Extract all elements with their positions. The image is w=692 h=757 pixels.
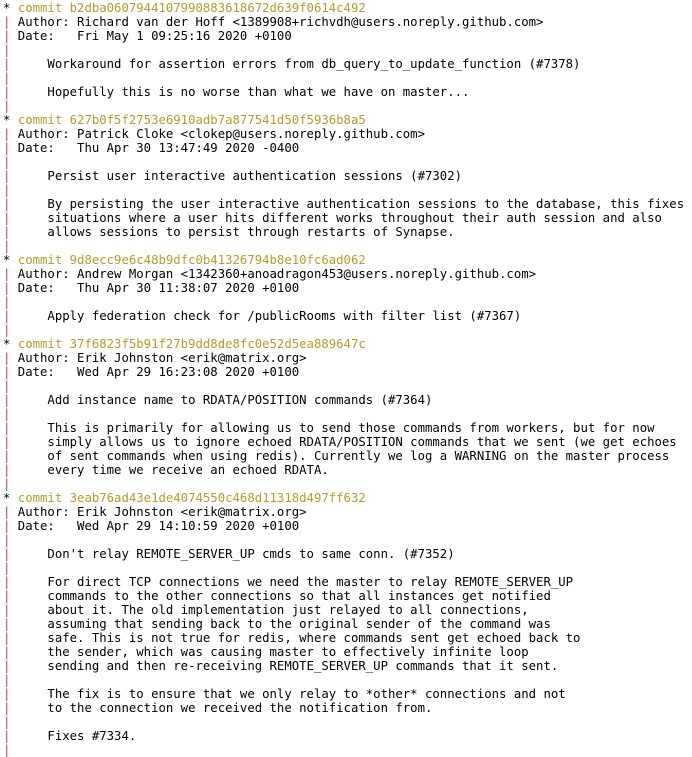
- graph-pipe: |: [3, 379, 11, 393]
- graph-pipe: |: [3, 211, 11, 225]
- author-line: Author: Erik Johnston <erik@matrix.org>: [10, 351, 307, 365]
- commit-message-line: to the connection we received the notification from.: [10, 701, 433, 715]
- commit-message-line: This is primarily for allowing us to send those commands from workers, but for now: [10, 421, 655, 435]
- log-line: [3, 85, 692, 99]
- graph-pipe: |: [3, 309, 11, 323]
- log-line: [3, 393, 692, 407]
- graph-pipe: |: [3, 225, 11, 239]
- log-line: [3, 407, 692, 421]
- graph-pipe: |: [3, 127, 11, 141]
- graph-pipe: |: [3, 323, 11, 337]
- commit-message-line: situations where a user hits different works throughout their auth session and also: [10, 211, 662, 225]
- log-line: [3, 617, 692, 631]
- log-line: [3, 743, 692, 757]
- graph-pipe: |: [3, 645, 11, 659]
- graph-pipe: |: [3, 659, 11, 673]
- commit-message-line: Fixes #7334.: [10, 729, 137, 743]
- commit-message-line: Apply federation check for /publicRooms with filter list (#7367): [10, 309, 522, 323]
- log-line: [3, 1, 692, 15]
- graph-pipe: |: [3, 519, 11, 533]
- log-line: [3, 505, 692, 519]
- graph-pipe: |: [3, 421, 11, 435]
- author-line: Author: Richard van der Hoff <1389908+richvdh@users.noreply.github.com>: [10, 15, 544, 29]
- commit-message-line: Don't relay REMOTE_SERVER_UP cmds to same conn. (#7352): [10, 547, 455, 561]
- graph-pipe: |: [3, 617, 11, 631]
- graph-pipe: |: [3, 57, 11, 71]
- commit-message-line: Add instance name to RDATA/POSITION commands (#7364): [10, 393, 433, 407]
- log-line: [3, 295, 692, 309]
- commit-message-line: simply allows us to ignore echoed RDATA/POSITION commands that we sent (we get echoes: [10, 435, 677, 449]
- graph-pipe: |: [3, 463, 11, 477]
- graph-pipe: |: [3, 673, 11, 687]
- log-line: [3, 533, 692, 547]
- graph-pipe: |: [3, 687, 11, 701]
- commit-message-line: assuming that sending back to the original sender of the command was: [10, 617, 551, 631]
- commit-node-marker: *: [3, 253, 18, 267]
- log-line: [3, 253, 692, 267]
- log-line: [3, 421, 692, 435]
- commit-message-line: For direct TCP connections we need the master to relay REMOTE_SERVER_UP: [10, 575, 574, 589]
- commit-message-line: of sent commands when using redis). Currently we log a WARNING on the master process: [10, 449, 670, 463]
- graph-pipe: |: [3, 267, 11, 281]
- author-line: Author: Erik Johnston <erik@matrix.org>: [10, 505, 307, 519]
- commit-hash: commit b2dba0607944107990883618672d639f0614c492: [17, 1, 366, 15]
- log-line: [3, 169, 692, 183]
- commit-node-marker: *: [3, 113, 18, 127]
- commit-message-line: The fix is to ensure that we only relay to *other* connections and not: [10, 687, 566, 701]
- graph-pipe: |: [3, 589, 11, 603]
- graph-pipe: |: [3, 505, 11, 519]
- commit-message-line: Hopefully this is no worse than what we have on master...: [10, 85, 470, 99]
- commit-message-line: commands to the other connections so that all instances get notified: [10, 589, 551, 603]
- log-line: [3, 673, 692, 687]
- log-line: [3, 309, 692, 323]
- graph-pipe: |: [3, 561, 11, 575]
- log-line: [3, 225, 692, 239]
- log-line: [3, 141, 692, 155]
- graph-pipe: |: [3, 729, 11, 743]
- log-line: [3, 701, 692, 715]
- graph-pipe: |: [3, 197, 11, 211]
- log-line: [3, 365, 692, 379]
- log-line: [3, 491, 692, 505]
- commit-message-line: about it. The old implementation just relayed to all connections,: [10, 603, 529, 617]
- graph-pipe: |: [3, 169, 11, 183]
- log-line: [3, 43, 692, 57]
- log-line: [3, 183, 692, 197]
- graph-pipe: |: [3, 701, 11, 715]
- log-line: [3, 127, 692, 141]
- log-line: [3, 547, 692, 561]
- commit-message-line: sending and then re-receiving REMOTE_SERVER_UP commands that it sent.: [10, 659, 559, 673]
- log-line: [3, 351, 692, 365]
- log-line: [3, 71, 692, 85]
- log-line: [3, 281, 692, 295]
- log-line: [3, 323, 692, 337]
- commit-hash: commit 37f6823f5b91f27b9dd8de8fc0e52d5ea889647c: [17, 337, 366, 351]
- commit-hash: commit 9d8ecc9e6c48b9dfc0b41326794b8e10fc6ad062: [17, 253, 366, 267]
- graph-pipe: |: [3, 603, 11, 617]
- graph-pipe: |: [3, 449, 11, 463]
- commit-message-line: the sender, which was causing master to effectively infinite loop: [10, 645, 529, 659]
- log-line: [3, 687, 692, 701]
- log-line: [3, 603, 692, 617]
- graph-pipe: |: [3, 239, 11, 253]
- graph-pipe: |: [3, 533, 11, 547]
- graph-pipe: |: [3, 15, 11, 29]
- graph-pipe: |: [3, 43, 11, 57]
- graph-pipe: |: [3, 393, 11, 407]
- log-line: [3, 645, 692, 659]
- log-line: [3, 561, 692, 575]
- log-line: [3, 463, 692, 477]
- log-line: [3, 519, 692, 533]
- log-line: [3, 337, 692, 351]
- log-line: [3, 477, 692, 491]
- commit-node-marker: *: [3, 491, 18, 505]
- log-line: [3, 715, 692, 729]
- graph-pipe: |: [3, 407, 11, 421]
- log-line: [3, 211, 692, 225]
- date-line: Date: Thu Apr 30 11:38:07 2020 +0100: [10, 281, 300, 295]
- graph-pipe: |: [3, 715, 11, 729]
- graph-pipe: |: [3, 631, 11, 645]
- graph-pipe: |: [3, 295, 11, 309]
- log-line: [3, 631, 692, 645]
- author-line: Author: Andrew Morgan <1342360+anoadragon453@users.noreply.github.com>: [10, 267, 537, 281]
- commit-node-marker: *: [3, 1, 18, 15]
- graph-pipe: |: [3, 141, 11, 155]
- graph-pipe: |: [3, 183, 11, 197]
- log-line: [3, 435, 692, 449]
- graph-pipe: |: [3, 435, 11, 449]
- commit-hash: commit 3eab76ad43e1de4074550c468d11318d497ff632: [17, 491, 366, 505]
- commit-message-line: safe. This is not true for redis, where commands sent get echoed back to: [10, 631, 581, 645]
- graph-pipe: |: [3, 365, 11, 379]
- commit-message-line: Workaround for assertion errors from db_query_to_update_function (#7378): [10, 57, 581, 71]
- date-line: Date: Thu Apr 30 13:47:49 2020 -0400: [10, 141, 300, 155]
- log-line: [3, 267, 692, 281]
- log-line: [3, 99, 692, 113]
- date-line: Date: Wed Apr 29 16:23:08 2020 +0100: [10, 365, 300, 379]
- graph-pipe: |: [3, 575, 11, 589]
- date-line: Date: Wed Apr 29 14:10:59 2020 +0100: [10, 519, 300, 533]
- graph-pipe: |: [3, 547, 11, 561]
- commit-message-line: allows sessions to persist through restarts of Synapse.: [10, 225, 455, 239]
- log-line: [3, 659, 692, 673]
- log-line: [3, 589, 692, 603]
- commit-message-line: Persist user interactive authentication sessions (#7302): [10, 169, 463, 183]
- log-line: [3, 239, 692, 253]
- log-line: [3, 729, 692, 743]
- log-line: [3, 29, 692, 43]
- graph-pipe: |: [3, 281, 11, 295]
- log-line: [3, 155, 692, 169]
- graph-pipe: |: [3, 351, 11, 365]
- graph-pipe: |: [3, 71, 11, 85]
- log-line: [3, 379, 692, 393]
- log-line: [3, 575, 692, 589]
- commit-hash: commit 627b0f5f2753e6910adb7a877541d50f5936b8a5: [17, 113, 366, 127]
- author-line: Author: Patrick Cloke <clokep@users.noreply.github.com>: [10, 127, 425, 141]
- log-line: [3, 113, 692, 127]
- graph-pipe: |: [3, 155, 11, 169]
- commit-message-line: every time we receive an echoed RDATA.: [10, 463, 329, 477]
- graph-pipe: |: [3, 99, 11, 113]
- graph-pipe: |: [3, 85, 11, 99]
- log-line: [3, 449, 692, 463]
- graph-pipe: |: [3, 477, 11, 491]
- date-line: Date: Fri May 1 09:25:16 2020 +0100: [10, 29, 292, 43]
- log-line: [3, 15, 692, 29]
- commit-node-marker: *: [3, 337, 18, 351]
- log-line: [3, 197, 692, 211]
- graph-pipe: |: [3, 743, 11, 757]
- log-line: [3, 57, 692, 71]
- graph-pipe: |: [3, 29, 11, 43]
- commit-message-line: By persisting the user interactive authentication sessions to the database, this fixes: [10, 197, 685, 211]
